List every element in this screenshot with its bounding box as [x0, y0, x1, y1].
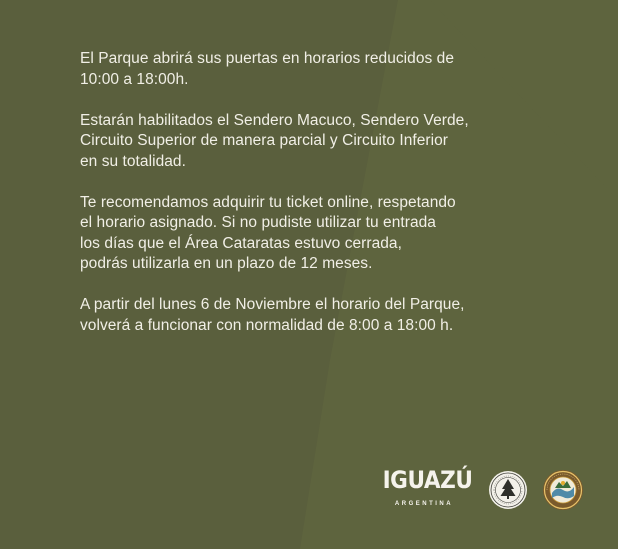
footer-logos — [378, 466, 588, 516]
apn-seal-icon — [488, 470, 528, 510]
announcement-paragraph: A partir del lunes 6 de Noviembre el horario del Parque, volverá a funcionar con normalidad de 8:00 a 18:00 h. — [80, 296, 465, 334]
brand-subtitle: ARGENTINA — [394, 501, 454, 507]
misiones-seal-icon — [542, 469, 584, 511]
brand-name: IGUAZÚ — [382, 466, 473, 494]
announcement-paragraph: Te recomendamos adquirir tu ticket online, respetando el horario asignado. Si no pudiste utilizar tu entrada los días que el Área Cataratas estuvo cerrada, podrás utilizarla en un plazo de 12 meses. — [80, 193, 456, 272]
announcement-paragraph: El Parque abrirá sus puertas en horarios reducidos de 10:00 a 18:00h. — [80, 50, 454, 88]
announcement-text — [80, 49, 520, 357]
iguazu-logo — [378, 466, 473, 508]
announcement-paragraph: Estarán habilitados el Sendero Macuco, Sendero Verde, Circuito Superior de manera parcial y Circuito Inferior en su totalidad. — [80, 111, 469, 170]
